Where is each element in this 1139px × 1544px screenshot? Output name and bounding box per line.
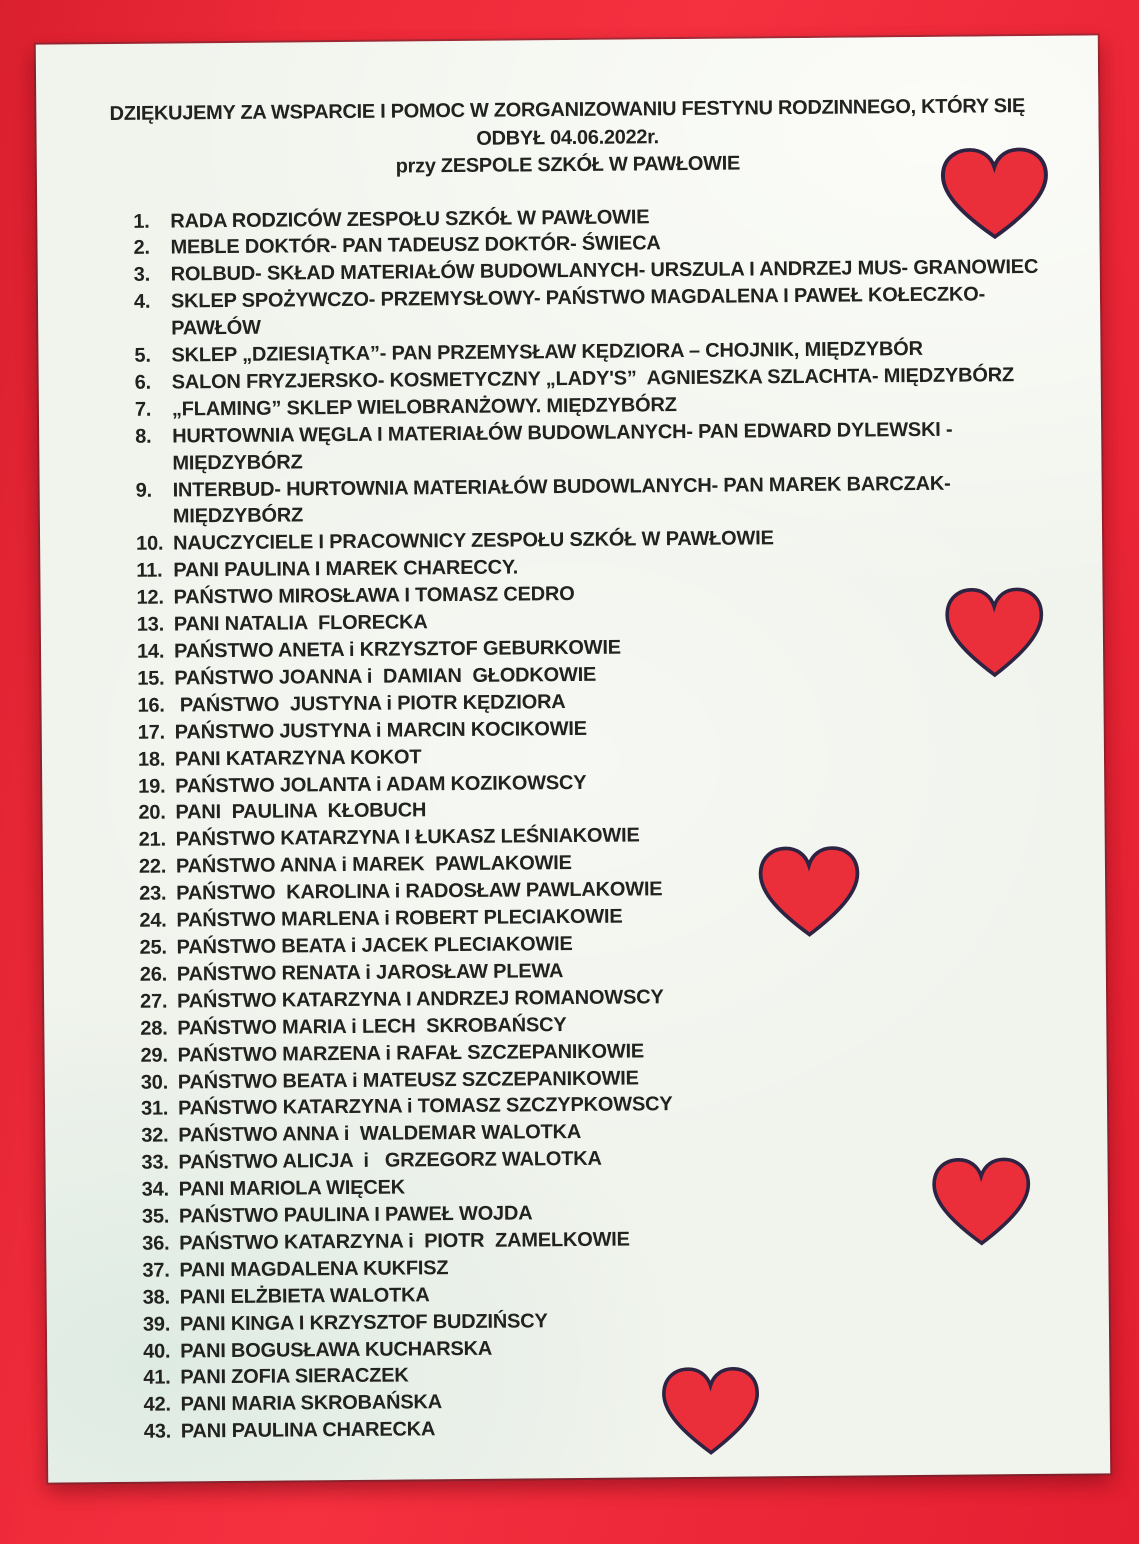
item-number: 8. bbox=[135, 425, 152, 448]
item-number: 40. bbox=[143, 1340, 171, 1363]
item-number: 19. bbox=[138, 775, 166, 798]
item-number: 41. bbox=[143, 1367, 171, 1390]
item-text: PAŃSTWO MARZENA i RAFAŁ SZCZEPANIKOWIE bbox=[177, 1039, 645, 1067]
item-number: 2. bbox=[133, 237, 150, 260]
item-text: PAŃSTWO ANNA i WALDEMAR WALOTKA bbox=[178, 1121, 582, 1147]
item-number: 26. bbox=[139, 963, 168, 986]
item-text: PANI PAULINA CHARECKA bbox=[180, 1418, 436, 1443]
item-text: ROLBUD- SKŁAD MATERIAŁÓW BUDOWLANYCH- URSZULA I ANDRZEJ MUS- GRANOWIEC bbox=[170, 256, 1039, 286]
item-number: 33. bbox=[141, 1151, 169, 1174]
item-text: PAŃSTWO ANNA i MAREK PAWLAKOWIE bbox=[175, 852, 572, 878]
item-number: 22. bbox=[138, 855, 167, 879]
item-number: 21. bbox=[138, 828, 166, 852]
item-number: 9. bbox=[135, 479, 153, 502]
item-text: SKLEP „DZIESIĄTKA”- PAN PRZEMYSŁAW KĘDZIORA – CHOJNIK, MIĘDZYBÓR bbox=[171, 337, 923, 367]
item-number: 30. bbox=[140, 1071, 169, 1094]
item-text: PAŃSTWO JUSTYNA i PIOTR KĘDZIORA bbox=[174, 690, 566, 717]
item-text: PANI ELŻBIETA WALOTKA bbox=[179, 1284, 430, 1309]
heart-icon bbox=[940, 584, 1048, 682]
item-number: 15. bbox=[137, 667, 165, 690]
item-number: 5. bbox=[134, 344, 151, 367]
item-number: 42. bbox=[143, 1393, 171, 1417]
item-number: 6. bbox=[134, 371, 152, 394]
item-number: 37. bbox=[142, 1259, 170, 1282]
item-text: PAŃSTWO MARLENA i ROBERT PLECIAKOWIE bbox=[176, 905, 623, 932]
item-text: SALON FRYZJERSKO- KOSMETYCZNY „LADY'S” AGNIESZKA SZLACHTA- MIĘDZYBÓRZ bbox=[171, 364, 1015, 394]
item-text: MEBLE DOKTÓR- PAN TADEUSZ DOKTÓR- ŚWIECA bbox=[170, 232, 661, 259]
item-number: 11. bbox=[136, 559, 163, 583]
item-text: PANI MARIA SKROBAŃSKA bbox=[180, 1391, 443, 1416]
item-text: PAŃSTWO KAROLINA i RADOSŁAW PAWLAKOWIE bbox=[176, 878, 663, 905]
title-line-3: przy ZESPOLE SZKÓŁ W PAWŁOWIE bbox=[395, 152, 741, 178]
item-text: PAŃSTWO MARIA i LECH SKROBAŃSCY bbox=[177, 1013, 567, 1040]
item-text: PAŃSTWO KATARZYNA I ŁUKASZ LEŚNIAKOWIE bbox=[175, 824, 640, 851]
item-text: PAŃSTWO JOLANTA i ADAM KOZIKOWSCY bbox=[175, 771, 587, 798]
item-text: PANI BOGUSŁAWA KUCHARSKA bbox=[180, 1337, 493, 1363]
title-line-2: ODBYŁ 04.06.2022r. bbox=[476, 125, 659, 150]
item-text: PAŃSTWO JOANNA i DAMIAN GŁODKOWIE bbox=[174, 663, 597, 690]
list-item bbox=[136, 469, 1078, 531]
list-item bbox=[135, 415, 1077, 477]
item-text: PAŃSTWO PAULINA I PAWEŁ WOJDA bbox=[178, 1202, 533, 1228]
item-number: 28. bbox=[140, 1017, 168, 1040]
item-text: PAŃSTWO BEATA i MATEUSZ SZCZEPANIKOWIE bbox=[177, 1066, 639, 1093]
item-text: INTERBUD- HURTOWNIA MATERIAŁÓW BUDOWLANYCH- PAN MAREK BARCZAK- MIĘDZYBÓRZ bbox=[172, 472, 951, 528]
item-number: 14. bbox=[136, 640, 165, 663]
item-number: 29. bbox=[140, 1044, 168, 1067]
item-number: 3. bbox=[133, 263, 151, 287]
item-text: PANI NATALIA FLORECKA bbox=[173, 611, 428, 636]
item-text: PANI MARIOLA WIĘCEK bbox=[178, 1176, 406, 1201]
item-text: PAŃSTWO KATARZYNA i TOMASZ SZCZYPKOWSCY bbox=[177, 1093, 673, 1120]
item-number: 1. bbox=[133, 210, 150, 233]
item-number: 12. bbox=[136, 586, 164, 609]
heart-icon bbox=[657, 1363, 764, 1459]
item-text: PAŃSTWO ANETA i KRZYSZTOF GEBURKOWIE bbox=[173, 636, 622, 663]
item-text: PAŃSTWO ALICJA i GRZEGORZ WALOTKA bbox=[178, 1147, 602, 1174]
heart-icon bbox=[936, 144, 1054, 244]
item-number: 25. bbox=[139, 936, 167, 959]
item-number: 13. bbox=[136, 613, 165, 636]
list-item bbox=[134, 281, 1076, 343]
item-text: PANI ZOFIA SIERACZEK bbox=[180, 1364, 409, 1389]
item-text: RADA RODZICÓW ZESPOŁU SZKÓŁ W PAWŁOWIE bbox=[170, 205, 650, 232]
item-number: 18. bbox=[137, 748, 166, 771]
item-text: HURTOWNIA WĘGLA I MATERIAŁÓW BUDOWLANYCH- PAN EDWARD DYLEWSKI - MIĘDZYBÓRZ bbox=[172, 418, 953, 475]
item-number: 43. bbox=[143, 1420, 172, 1444]
paper-sheet bbox=[36, 35, 1111, 1482]
sponsor-list bbox=[37, 200, 1110, 1447]
item-number: 20. bbox=[138, 801, 166, 825]
item-text: SKLEP SPOŻYWCZO- PRZEMYSŁOWY- PAŃSTWO MAGDALENA I PAWEŁ KOŁECZKO- PAWŁÓW bbox=[170, 283, 986, 340]
item-text: PANI KATARZYNA KOKOT bbox=[174, 745, 422, 771]
item-number: 32. bbox=[141, 1124, 169, 1148]
item-text: PANI MAGDALENA KUKFISZ bbox=[179, 1256, 449, 1282]
item-number: 27. bbox=[140, 990, 168, 1013]
item-number: 17. bbox=[137, 721, 166, 744]
item-text: PANI PAULINA I MAREK CHARECCY. bbox=[173, 556, 519, 582]
item-number: 31. bbox=[140, 1097, 169, 1121]
item-text: NAUCZYCIELE I PRACOWNICY ZESPOŁU SZKÓŁ W PAWŁOWIE bbox=[173, 527, 774, 555]
item-text: PAŃSTWO MIROSŁAWA I TOMASZ CEDRO bbox=[173, 583, 575, 609]
heart-icon bbox=[754, 842, 865, 941]
item-text: PAŃSTWO JUSTYNA i MARCIN KOCIKOWIE bbox=[174, 717, 587, 744]
item-number: 36. bbox=[142, 1232, 170, 1255]
item-number: 24. bbox=[139, 909, 167, 932]
item-number: 38. bbox=[142, 1286, 170, 1309]
item-text: PAŃSTWO RENATA i JAROSŁAW PLEWA bbox=[176, 959, 564, 986]
item-number: 4. bbox=[133, 290, 151, 314]
item-text: PANI KINGA I KRZYSZTOF BUDZIŃSCY bbox=[179, 1309, 548, 1336]
item-number: 39. bbox=[142, 1313, 171, 1336]
item-text: PAŃSTWO KATARZYNA i PIOTR ZAMELKOWIE bbox=[179, 1228, 630, 1255]
item-text: „FLAMING” SKLEP WIELOBRANŻOWY. MIĘDZYBÓRZ bbox=[171, 393, 677, 421]
item-text: PAŃSTWO BEATA i JACEK PLECIAKOWIE bbox=[176, 932, 573, 959]
item-number: 35. bbox=[141, 1205, 170, 1228]
item-number: 34. bbox=[141, 1178, 170, 1201]
title-line-1: DZIĘKUJEMY ZA WSPARCIE I POMOC W ZORGANIZOWANIU FESTYNU RODZINNEGO, KTÓRY SIĘ bbox=[109, 95, 1026, 126]
item-text: PAŃSTWO KATARZYNA I ANDRZEJ ROMANOWSCY bbox=[177, 986, 664, 1013]
item-number: 10. bbox=[136, 532, 164, 556]
item-number: 7. bbox=[134, 398, 152, 421]
heart-icon bbox=[927, 1154, 1035, 1250]
item-number: 23. bbox=[139, 882, 167, 905]
item-text: PANI PAULINA KŁOBUCH bbox=[175, 799, 427, 824]
item-number: 16. bbox=[137, 694, 165, 717]
